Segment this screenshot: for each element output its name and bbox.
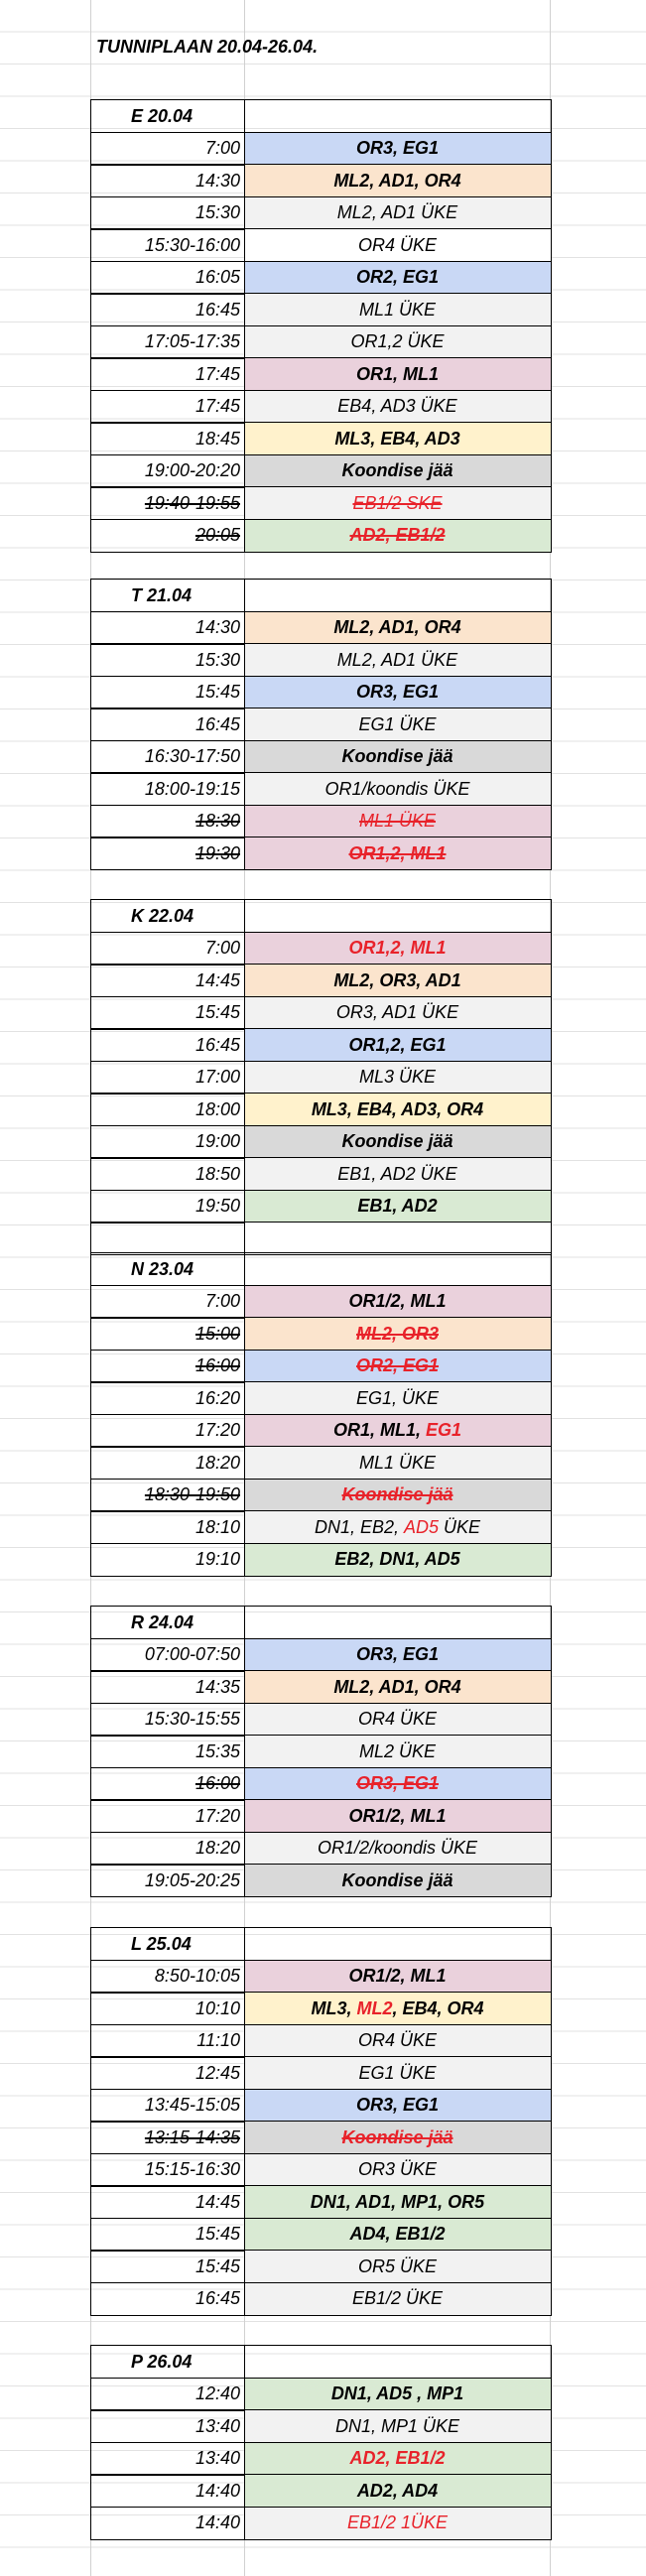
schedule-row: [90, 1992, 551, 2024]
activity-cell[interactable]: [244, 1157, 552, 1191]
schedule-row: [90, 932, 551, 965]
time-cell[interactable]: 19:05-20:25: [90, 1864, 245, 1897]
time-cell[interactable]: 8:50-10:05: [90, 1960, 245, 1994]
schedule-row: [90, 1703, 551, 1736]
activity-text: ML2: [356, 1997, 393, 2018]
schedule-row: [90, 2474, 551, 2507]
activity-cell[interactable]: [244, 454, 552, 488]
day-header-row: [90, 579, 551, 611]
activity-text: OR1,2 ÜKE: [350, 331, 445, 351]
activity-cell[interactable]: [244, 1381, 552, 1415]
activity-text: DN1, EB2,: [314, 1516, 404, 1537]
activity-text: , EB4, OR4: [392, 1997, 484, 2018]
time-cell[interactable]: 16:45: [90, 708, 245, 741]
day-header-row: [90, 899, 551, 932]
schedule-row: [90, 2056, 551, 2089]
empty-cell[interactable]: [244, 99, 552, 133]
schedule-row: [90, 2282, 551, 2315]
time-cell[interactable]: 14:40: [90, 2507, 245, 2540]
activity-cell[interactable]: [244, 1350, 552, 1383]
activity-text: OR3, EG1: [355, 1644, 440, 1664]
activity-text: OR3, EG1: [355, 682, 440, 702]
schedule-row: [90, 164, 551, 196]
day-block: [90, 99, 551, 551]
activity-text: DN1, AD1, MP1, OR5: [310, 2191, 485, 2212]
activity-cell[interactable]: [244, 1028, 552, 1062]
activity-text: OR1/koondis ÜKE: [324, 778, 470, 799]
activity-text: Koondise jää: [341, 746, 453, 766]
time-cell[interactable]: 16:45: [90, 293, 245, 326]
time-cell[interactable]: 15:00: [90, 1317, 245, 1351]
time-cell[interactable]: 15:15-16:30: [90, 2153, 245, 2187]
time-cell[interactable]: 13:40: [90, 2409, 245, 2443]
schedule-row: [90, 1157, 551, 1190]
activity-text: AD2, EB1/2: [349, 2448, 446, 2468]
activity-text: ML2, AD1, OR4: [333, 1676, 461, 1697]
day-label-cell[interactable]: P 26.04: [90, 2345, 245, 2379]
time-cell[interactable]: 17:00: [90, 1061, 245, 1095]
time-cell[interactable]: 19:00: [90, 1125, 245, 1159]
schedule-row: [90, 486, 551, 519]
activity-cell[interactable]: [244, 422, 552, 455]
day-label-cell[interactable]: L 25.04: [90, 1927, 245, 1961]
activity-cell[interactable]: [244, 2282, 552, 2316]
schedule-row: [90, 2507, 551, 2539]
activity-text: ML3 ÜKE: [358, 1067, 437, 1087]
activity-text: OR1/2, ML1: [348, 1805, 447, 1826]
time-cell[interactable]: 17:20: [90, 1799, 245, 1833]
schedule-row: [90, 2378, 551, 2410]
schedule-row: [90, 1799, 551, 1832]
day-header-row: [90, 99, 551, 132]
activity-cell[interactable]: [244, 228, 552, 262]
schedule-row: [90, 1479, 551, 1511]
activity-text: EB1/2 SKE: [352, 492, 443, 513]
schedule-row: [90, 964, 551, 996]
activity-cell[interactable]: [244, 1638, 552, 1672]
time-cell[interactable]: 14:45: [90, 2185, 245, 2219]
day-block: [90, 1927, 551, 2314]
activity-cell[interactable]: [244, 2185, 552, 2219]
schedule-row: [90, 1125, 551, 1158]
time-cell[interactable]: 16:00: [90, 1350, 245, 1383]
activity-text: OR1,2, ML1: [348, 938, 447, 958]
activity-cell[interactable]: [244, 1285, 552, 1319]
time-cell[interactable]: 18:30: [90, 805, 245, 838]
schedule-row: [90, 643, 551, 676]
activity-cell[interactable]: [244, 1864, 552, 1897]
activity-text: OR3, AD1 ÜKE: [335, 1002, 459, 1022]
schedule-row: [90, 611, 551, 644]
schedule-row: [90, 1285, 551, 1318]
activity-cell[interactable]: [244, 519, 552, 553]
activity-cell[interactable]: [244, 708, 552, 741]
activity-text: ML2, OR3: [355, 1323, 439, 1344]
day-block: [90, 1252, 551, 1575]
time-cell[interactable]: 14:30: [90, 611, 245, 645]
activity-cell[interactable]: [244, 2442, 552, 2476]
schedule-row: [90, 2250, 551, 2282]
time-cell[interactable]: 11:10: [90, 2024, 245, 2058]
time-cell[interactable]: [90, 1222, 245, 1255]
activity-text: ML3, EB4, AD3: [334, 428, 460, 449]
time-cell[interactable]: 7:00: [90, 132, 245, 166]
activity-text: OR2, EG1: [355, 1355, 440, 1375]
time-cell[interactable]: 15:45: [90, 2218, 245, 2252]
activity-cell[interactable]: [244, 1190, 552, 1224]
time-cell[interactable]: 16:05: [90, 261, 245, 295]
activity-text: ML1 ÜKE: [358, 811, 437, 831]
day-label-cell[interactable]: E 20.04: [90, 99, 245, 133]
schedule-row: [90, 1960, 551, 1993]
time-cell[interactable]: 13:40: [90, 2442, 245, 2476]
activity-text: EB1, AD2: [357, 1196, 438, 1216]
time-cell[interactable]: 16:45: [90, 1028, 245, 1062]
schedule-row: [90, 2121, 551, 2153]
schedule-row: [90, 454, 551, 487]
activity-text: EG1, ÜKE: [355, 1387, 440, 1408]
schedule-row: [90, 2089, 551, 2122]
day-header-row: [90, 1606, 551, 1638]
activity-cell[interactable]: [244, 196, 552, 230]
schedule-row: [90, 390, 551, 423]
schedule-row: [90, 1767, 551, 1800]
activity-cell[interactable]: [244, 1125, 552, 1159]
activity-text: EB1/2 1ÜKE: [346, 2512, 449, 2532]
activity-cell[interactable]: [244, 2378, 552, 2411]
activity-text: DN1, AD5 , MP1: [330, 2383, 464, 2403]
activity-text: OR1/2, ML1: [348, 1966, 447, 1986]
activity-cell[interactable]: [244, 357, 552, 391]
schedule-row: [90, 805, 551, 837]
activity-text: OR4 ÜKE: [357, 2030, 438, 2050]
activity-text: ML2, AD1 ÜKE: [336, 649, 458, 670]
activity-cell[interactable]: [244, 932, 552, 966]
activity-cell[interactable]: [244, 486, 552, 520]
activity-text: ML3,: [311, 1997, 357, 2018]
activity-cell[interactable]: [244, 2218, 552, 2252]
activity-text: OR3, EG1: [355, 138, 440, 158]
activity-cell[interactable]: [244, 1832, 552, 1866]
activity-text: Koondise jää: [341, 460, 453, 480]
activity-cell[interactable]: [244, 1670, 552, 1704]
time-cell[interactable]: 18:50: [90, 1157, 245, 1191]
time-cell[interactable]: 18:20: [90, 1832, 245, 1866]
activity-cell[interactable]: [244, 772, 552, 806]
activity-text: OR2, EG1: [355, 267, 440, 287]
activity-text: EB2, DN1, AD5: [334, 1549, 460, 1569]
activity-cell[interactable]: [244, 2507, 552, 2540]
schedule-row: [90, 740, 551, 773]
activity-text: OR1, ML1,: [332, 1420, 426, 1440]
activity-text: OR1,2, ML1: [348, 842, 447, 863]
activity-cell[interactable]: [244, 1061, 552, 1095]
schedule-row: [90, 1381, 551, 1414]
activity-text: EB1/2 ÜKE: [351, 2288, 444, 2308]
schedule-row: [90, 1350, 551, 1382]
day-label-cell[interactable]: T 21.04: [90, 579, 245, 612]
time-cell[interactable]: 20:05: [90, 519, 245, 553]
sheet-title[interactable]: TUNNIPLAAN 20.04-26.04.: [96, 37, 319, 57]
activity-cell[interactable]: [244, 1960, 552, 1994]
activity-text: Koondise jää: [341, 1869, 453, 1890]
schedule-row: [90, 293, 551, 325]
activity-cell[interactable]: [244, 1992, 552, 2025]
activity-text: ML2, AD1 ÜKE: [336, 202, 458, 222]
activity-cell[interactable]: [244, 2409, 552, 2443]
activity-cell[interactable]: [244, 805, 552, 838]
time-cell[interactable]: 12:45: [90, 2056, 245, 2090]
schedule-row: [90, 1222, 551, 1254]
schedule-row: [90, 1414, 551, 1447]
empty-cell[interactable]: [244, 1252, 552, 1286]
activity-text: EB4, AD3 ÜKE: [337, 396, 457, 416]
schedule-row: [90, 676, 551, 708]
time-cell[interactable]: 12:40: [90, 2378, 245, 2411]
activity-text: AD5: [404, 1516, 440, 1537]
time-cell[interactable]: 15:30: [90, 643, 245, 677]
activity-text: OR5 ÜKE: [357, 2255, 438, 2276]
time-cell[interactable]: 19:30: [90, 837, 245, 870]
empty-cell[interactable]: [244, 2345, 552, 2379]
time-cell[interactable]: 14:35: [90, 1670, 245, 1704]
day-header-row: [90, 1252, 551, 1285]
activity-cell[interactable]: [244, 261, 552, 295]
activity-cell[interactable]: [244, 1767, 552, 1801]
activity-cell[interactable]: [244, 390, 552, 424]
schedule-row: [90, 2442, 551, 2475]
time-cell[interactable]: 16:00: [90, 1767, 245, 1801]
time-cell[interactable]: 19:40-19:55: [90, 486, 245, 520]
activity-text: ML1 ÜKE: [358, 1452, 437, 1473]
activity-cell[interactable]: [244, 1222, 552, 1255]
activity-text: Koondise jää: [341, 1131, 453, 1151]
time-cell[interactable]: 18:20: [90, 1446, 245, 1480]
activity-text: OR4 ÜKE: [357, 1709, 438, 1729]
time-cell[interactable]: 15:35: [90, 1735, 245, 1768]
time-cell[interactable]: 17:45: [90, 357, 245, 391]
activity-cell[interactable]: [244, 2250, 552, 2283]
schedule-row: [90, 1317, 551, 1350]
time-cell[interactable]: 7:00: [90, 1285, 245, 1319]
schedule-row: [90, 837, 551, 869]
schedule-row: [90, 132, 551, 165]
time-cell[interactable]: 10:10: [90, 1992, 245, 2025]
activity-text: ÜKE: [439, 1516, 481, 1537]
activity-cell[interactable]: [244, 1317, 552, 1351]
empty-cell[interactable]: [244, 1927, 552, 1961]
activity-text: OR1, ML1: [355, 363, 439, 384]
day-block: [90, 899, 551, 1254]
schedule-row: [90, 422, 551, 454]
activity-cell[interactable]: [244, 1735, 552, 1768]
activity-cell[interactable]: [244, 1414, 552, 1448]
empty-cell[interactable]: [244, 579, 552, 612]
time-cell[interactable]: 13:45-15:05: [90, 2089, 245, 2123]
time-cell[interactable]: 19:10: [90, 1543, 245, 1577]
time-cell[interactable]: 15:30: [90, 196, 245, 230]
activity-text: EG1 ÜKE: [358, 713, 437, 734]
activity-text: ML2 ÜKE: [358, 1740, 437, 1761]
schedule-row: [90, 325, 551, 358]
time-cell[interactable]: 7:00: [90, 932, 245, 966]
activity-cell[interactable]: [244, 1510, 552, 1544]
activity-text: ML2, AD1, OR4: [333, 170, 461, 191]
schedule-row: [90, 708, 551, 740]
day-block: [90, 2345, 551, 2538]
time-cell[interactable]: 18:45: [90, 422, 245, 455]
schedule-row: [90, 772, 551, 805]
activity-cell[interactable]: [244, 2153, 552, 2187]
activity-text: ML2, AD1, OR4: [333, 617, 461, 637]
activity-text: EB1, AD2 ÜKE: [337, 1163, 457, 1184]
day-label-cell[interactable]: K 22.04: [90, 899, 245, 933]
activity-cell[interactable]: [244, 1093, 552, 1126]
activity-text: AD2, AD4: [356, 2480, 439, 2501]
schedule-row: [90, 2185, 551, 2218]
activity-cell[interactable]: [244, 643, 552, 677]
activity-text: EG1 ÜKE: [358, 2062, 437, 2083]
activity-cell[interactable]: [244, 996, 552, 1030]
schedule-row: [90, 1510, 551, 1543]
activity-cell[interactable]: [244, 611, 552, 645]
activity-text: OR1/2/koondis ÜKE: [317, 1838, 478, 1858]
schedule-row: [90, 2024, 551, 2057]
time-cell[interactable]: 14:40: [90, 2474, 245, 2508]
time-cell[interactable]: 17:45: [90, 390, 245, 424]
schedule-row: [90, 1028, 551, 1061]
activity-cell[interactable]: [244, 293, 552, 326]
empty-cell[interactable]: [244, 899, 552, 933]
time-cell[interactable]: 15:30-16:00: [90, 228, 245, 262]
time-cell[interactable]: 17:05-17:35: [90, 325, 245, 359]
time-cell[interactable]: 18:10: [90, 1510, 245, 1544]
activity-text: AD2, EB1/2: [349, 525, 446, 545]
schedule-row: [90, 1543, 551, 1576]
activity-text: OR1,2, EG1: [348, 1034, 447, 1055]
activity-text: OR4 ÜKE: [357, 234, 438, 255]
time-cell[interactable]: 19:50: [90, 1190, 245, 1224]
empty-cell[interactable]: [244, 1606, 552, 1639]
time-cell[interactable]: 19:00-20:20: [90, 454, 245, 488]
schedule-row: [90, 2153, 551, 2186]
activity-cell[interactable]: [244, 1799, 552, 1833]
schedule-row: [90, 1638, 551, 1671]
activity-text: OR3 ÜKE: [357, 2159, 438, 2179]
activity-cell[interactable]: [244, 1479, 552, 1512]
activity-cell[interactable]: [244, 132, 552, 166]
schedule-row: [90, 2218, 551, 2251]
activity-cell[interactable]: [244, 164, 552, 197]
day-header-row: [90, 2345, 551, 2378]
schedule-row: [90, 1864, 551, 1896]
activity-cell[interactable]: [244, 2056, 552, 2090]
time-cell[interactable]: 17:20: [90, 1414, 245, 1448]
day-block: [90, 579, 551, 869]
time-cell[interactable]: 14:30: [90, 164, 245, 197]
activity-cell[interactable]: [244, 2024, 552, 2058]
activity-text: AD4, EB1/2: [349, 2224, 446, 2244]
schedule-row: [90, 1093, 551, 1125]
schedule-row: [90, 1735, 551, 1767]
time-cell[interactable]: 15:45: [90, 676, 245, 709]
time-cell[interactable]: 16:20: [90, 1381, 245, 1415]
time-cell[interactable]: 15:45: [90, 996, 245, 1030]
day-label-cell[interactable]: N 23.04: [90, 1252, 245, 1286]
schedule-row: [90, 1061, 551, 1094]
schedule-row: [90, 519, 551, 552]
activity-cell[interactable]: [244, 740, 552, 774]
schedule-row: [90, 996, 551, 1029]
activity-text: EG1: [425, 1420, 462, 1440]
time-cell[interactable]: 07:00-07:50: [90, 1638, 245, 1672]
schedule-row: [90, 357, 551, 390]
activity-cell[interactable]: [244, 2089, 552, 2123]
activity-cell[interactable]: [244, 1703, 552, 1737]
activity-text: OR1/2, ML1: [348, 1291, 447, 1311]
day-block: [90, 1606, 551, 1896]
schedule-row: [90, 228, 551, 261]
schedule-row: [90, 1832, 551, 1865]
time-cell[interactable]: 16:30-17:50: [90, 740, 245, 774]
day-header-row: [90, 1927, 551, 1960]
time-cell[interactable]: 18:00-19:15: [90, 772, 245, 806]
activity-cell[interactable]: [244, 1543, 552, 1577]
activity-text: ML1 ÜKE: [358, 299, 437, 320]
schedule-row: [90, 261, 551, 294]
activity-cell[interactable]: [244, 1446, 552, 1480]
schedule-row: [90, 1190, 551, 1223]
time-cell[interactable]: 15:30-15:55: [90, 1703, 245, 1737]
activity-cell[interactable]: [244, 964, 552, 997]
day-label-cell[interactable]: R 24.04: [90, 1606, 245, 1639]
activity-text: OR3, EG1: [355, 1773, 440, 1793]
schedule-row: [90, 2409, 551, 2442]
schedule-row: [90, 196, 551, 229]
activity-cell[interactable]: [244, 2121, 552, 2154]
activity-text: ML2, OR3, AD1: [333, 969, 461, 990]
time-cell[interactable]: 14:45: [90, 964, 245, 997]
time-cell[interactable]: 15:45: [90, 2250, 245, 2283]
schedule-row: [90, 1446, 551, 1479]
activity-text: Koondise jää: [341, 2126, 453, 2147]
activity-text: DN1, MP1 ÜKE: [334, 2415, 460, 2436]
schedule-row: [90, 1670, 551, 1703]
activity-cell[interactable]: [244, 325, 552, 359]
activity-text: ML3, EB4, AD3, OR4: [311, 1098, 484, 1119]
time-cell[interactable]: 13:15-14:35: [90, 2121, 245, 2154]
time-cell[interactable]: 18:30-19:50: [90, 1479, 245, 1512]
time-cell[interactable]: 18:00: [90, 1093, 245, 1126]
activity-text: OR3, EG1: [355, 2095, 440, 2115]
activity-cell[interactable]: [244, 676, 552, 709]
activity-cell[interactable]: [244, 837, 552, 870]
activity-text: Koondise jää: [341, 1484, 453, 1504]
activity-cell[interactable]: [244, 2474, 552, 2508]
time-cell[interactable]: 16:45: [90, 2282, 245, 2316]
